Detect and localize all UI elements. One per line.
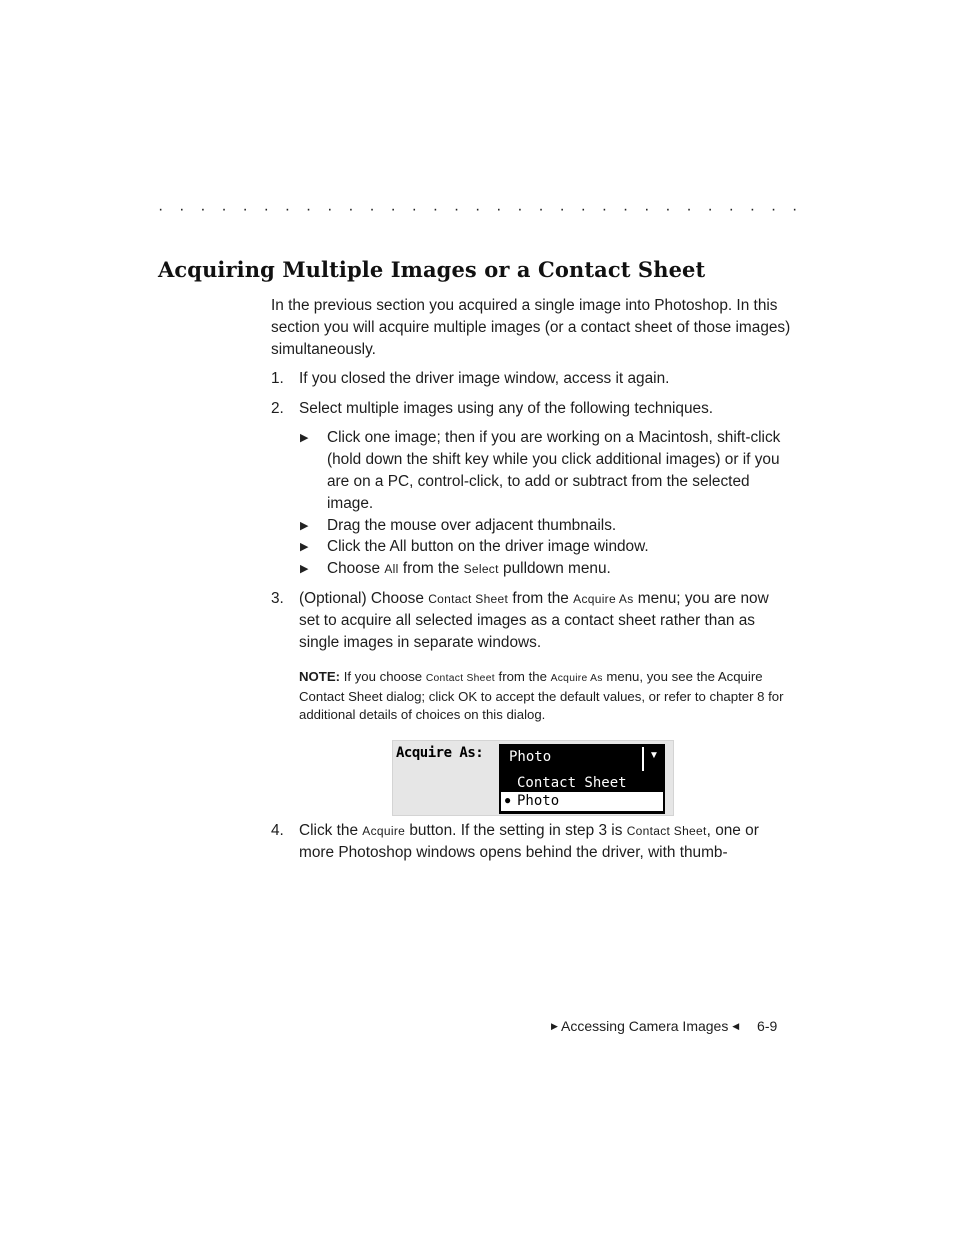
note-block: NOTE: If you choose Contact Sheet from the Acquire As menu, you see the Acquire Contact Sheet dialog; click OK to accept the default values, or refer to chapter 8 for additional details of choices on this dialog. [299, 669, 784, 722]
separator-dot: · [179, 201, 185, 218]
dropdown-arrow-icon[interactable]: ▼ [649, 750, 659, 761]
menu-option-photo-label: Photo [517, 793, 560, 809]
separator-dot: · [665, 201, 671, 218]
step-2-text: Select multiple images using any of the following techniques. [299, 400, 714, 417]
bullet-4-text: Choose All from the Select pulldown menu. [327, 560, 611, 577]
separator-dot: · [242, 201, 248, 218]
separator-dot: · [496, 201, 502, 218]
separator-dot: · [728, 201, 734, 218]
separator-dot: · [517, 201, 523, 218]
acquire-as-label: Acquire As: [396, 745, 484, 761]
right-triangle-icon: ▶ [551, 1021, 558, 1031]
separator-dot: · [158, 201, 164, 218]
left-triangle-icon: ◀ [732, 1021, 740, 1031]
popup-divider [642, 747, 644, 771]
acquire-as-screenshot [392, 740, 674, 816]
separator-dot: · [622, 201, 629, 218]
separator-dot: · [559, 201, 565, 218]
separator-dot: · [601, 201, 608, 218]
bullet-2-text: Drag the mouse over adjacent thumbnails. [327, 517, 617, 534]
footer-section-name: Accessing Camera Images [561, 1018, 729, 1034]
step-4-text: Click the Acquire button. If the setting in step 3 is Contact Sheet, one or more Photoshop windows opens behind the driver, with thumb- [299, 822, 759, 861]
page-footer [551, 1015, 795, 1037]
separator-dot: · [390, 201, 396, 218]
separator-dot: · [580, 201, 586, 218]
separator-dot: · [432, 201, 439, 218]
separator-dot: · [200, 201, 206, 218]
step-3-text: (Optional) Choose Contact Sheet from the Acquire As menu; you are now set to acquire all selected images as a contact sheet rather than as single images in separate windows. [299, 590, 769, 651]
separator-dot: · [475, 201, 481, 218]
step-2-number: 2. [271, 400, 284, 417]
bullet-arrow-icon: ▶ [300, 563, 309, 575]
bullet-1-text: Click one image; then if you are working on a Macintosh, shift-click (hold down the shift key while you click additional images) or if you are on a PC, control-click, to add or subtract from the selected image. [327, 429, 781, 512]
dotted-separator [158, 200, 798, 220]
bullet-arrow-icon: ▶ [300, 432, 309, 444]
separator-dot: · [411, 201, 417, 218]
note-label: NOTE: [299, 669, 341, 684]
separator-dot: · [221, 201, 227, 218]
separator-dot: · [348, 201, 354, 218]
bullet-3-text: Click the All button on the driver image window. [327, 538, 649, 555]
checked-bullet-icon: ● [504, 793, 512, 807]
separator-dot: · [263, 201, 269, 218]
step-1-number: 1. [271, 370, 284, 387]
selected-value: Photo [509, 749, 552, 765]
separator-dot: · [453, 201, 460, 218]
menu-option-contact-sheet[interactable]: Contact Sheet [517, 775, 627, 791]
separator-dot: · [327, 201, 333, 218]
separator-dot: · [792, 201, 798, 218]
acquire-as-popup-menu[interactable] [499, 744, 665, 814]
separator-dot: · [707, 201, 713, 218]
separator-dot: · [284, 201, 291, 218]
section-title: Acquiring Multiple Images or a Contact Sheet [158, 257, 706, 282]
menu-option-photo[interactable] [501, 792, 663, 811]
separator-dot: · [538, 201, 544, 218]
intro-paragraph: In the previous section you acquired a single image into Photoshop. In this section you will acquire multiple images (or a contact sheet of those images) simultaneously. [271, 297, 791, 358]
step-4-number: 4. [271, 822, 284, 839]
bullet-arrow-icon: ▶ [300, 520, 309, 532]
separator-dot: · [305, 201, 312, 218]
separator-dot: · [369, 201, 375, 218]
separator-dot: · [644, 201, 650, 218]
page-number: 6-9 [757, 1018, 778, 1034]
separator-dot: · [686, 201, 692, 218]
bullet-arrow-icon: ▶ [300, 541, 309, 553]
step-3-number: 3. [271, 590, 284, 607]
separator-dot: · [770, 201, 777, 218]
separator-dot: · [749, 201, 756, 218]
step-1-text: If you closed the driver image window, access it again. [299, 370, 670, 387]
